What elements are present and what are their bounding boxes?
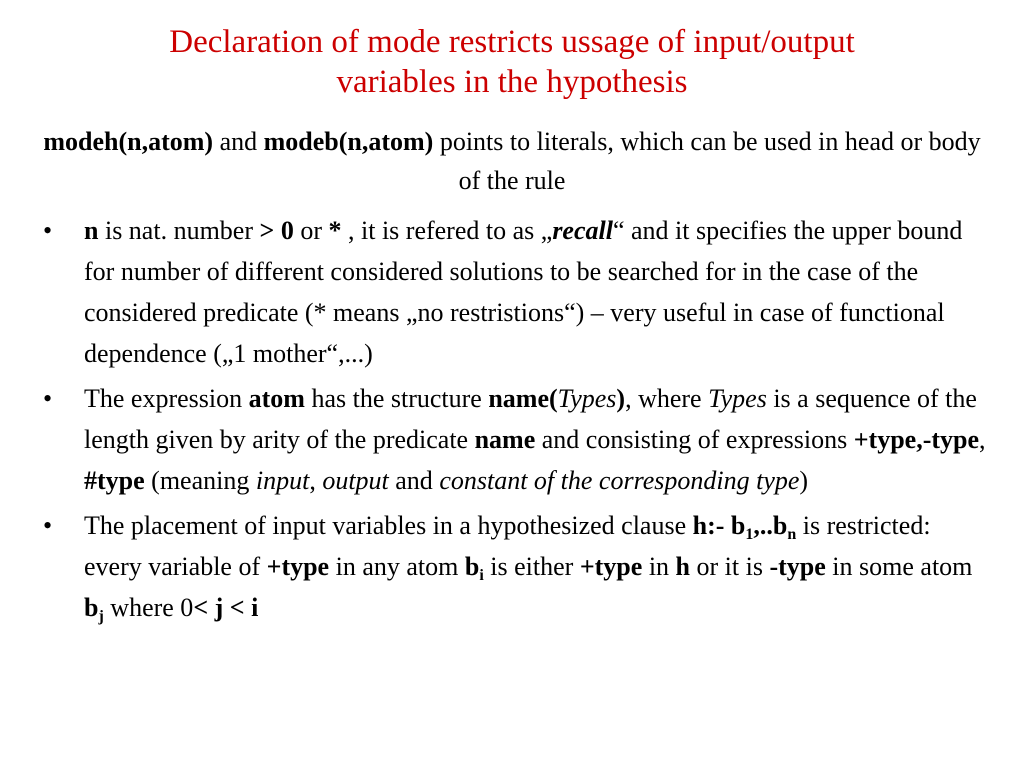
text: has the structure	[304, 384, 489, 413]
intro-rest: points to literals, which can be used in head or body of the rule	[433, 127, 981, 195]
text: ,	[309, 466, 323, 495]
term-hash-type: #type	[84, 466, 145, 495]
term-n: n	[84, 216, 99, 245]
bullet-marker: •	[43, 216, 53, 245]
text: is a sequence of the length given by arity of the predicate	[84, 384, 977, 454]
bullet-marker: •	[43, 384, 53, 413]
text: in some atom	[825, 552, 973, 581]
bullet-placement	[0, 505, 1024, 628]
term-types: Types	[557, 384, 617, 413]
text: or it is	[690, 552, 770, 581]
term-atom: atom	[248, 384, 305, 413]
term-h: h	[675, 552, 691, 581]
intro-and: and	[213, 127, 264, 156]
text: and	[388, 466, 440, 495]
term-plus-minus-type: +type,-type	[853, 425, 980, 454]
text: where 0	[103, 593, 194, 622]
bullet-atom-structure	[0, 378, 1024, 501]
sub-i: i	[479, 567, 484, 584]
term-constant: constant of the corresponding type	[439, 466, 800, 495]
bullet-marker: •	[43, 511, 53, 540]
term-name-open: name(	[488, 384, 558, 413]
term-name: name	[474, 425, 536, 454]
title-line-1: Declaration of mode restricts ussage of input/output	[169, 24, 855, 60]
term-minus-type: -type	[769, 552, 826, 581]
modeh-term: modeh(n,atom)	[43, 127, 214, 156]
text: “ and it specifies the upper bound for number of different considered solutions to be searched for in the case of the considered predicate (* means „no restristions“) – very useful in case of functional dependence („1 mother“,...)	[84, 216, 963, 368]
term-star: *	[328, 216, 342, 245]
term-bj: b	[84, 593, 99, 622]
text: The placement of input variables in a hypothesized clause	[84, 511, 693, 540]
term-plus-type: +type	[266, 552, 330, 581]
text: The expression	[84, 384, 249, 413]
term-recall: recall	[552, 216, 613, 245]
term-h-clause: h:-	[692, 511, 725, 540]
bullet-recall	[0, 210, 1024, 374]
intro-paragraph	[30, 122, 994, 200]
term-gt0: > 0	[259, 216, 294, 245]
text: and consisting of expressions	[535, 425, 854, 454]
text: or	[293, 216, 329, 245]
text: ,	[979, 425, 986, 454]
term-plus-type-2: +type	[579, 552, 643, 581]
title-line-2: variables in the hypothesis	[336, 64, 688, 100]
term-close: )	[616, 384, 626, 413]
text: , it is refered to as „	[341, 216, 553, 245]
text: is either	[483, 552, 580, 581]
term-lt-j-lt-i: < j < i	[193, 593, 259, 622]
text: )	[799, 466, 809, 495]
bullet-list	[0, 210, 1024, 632]
term-types-2: Types	[708, 384, 767, 413]
text: (meaning	[144, 466, 256, 495]
term-dots-b: ,..b	[753, 511, 788, 540]
term-output: output	[322, 466, 389, 495]
text: in any atom	[329, 552, 465, 581]
slide-title	[40, 22, 984, 102]
text: in	[642, 552, 676, 581]
text: is nat. number	[98, 216, 260, 245]
sub-1: 1	[745, 526, 754, 543]
sub-n: n	[787, 526, 797, 543]
text: is restricted: every variable of	[84, 511, 931, 581]
sub-j: j	[98, 608, 104, 625]
text: , where	[625, 384, 709, 413]
modeb-term: modeb(n,atom)	[263, 127, 434, 156]
term-b1: b	[730, 511, 746, 540]
term-input: input	[255, 466, 310, 495]
term-bi: b	[464, 552, 480, 581]
